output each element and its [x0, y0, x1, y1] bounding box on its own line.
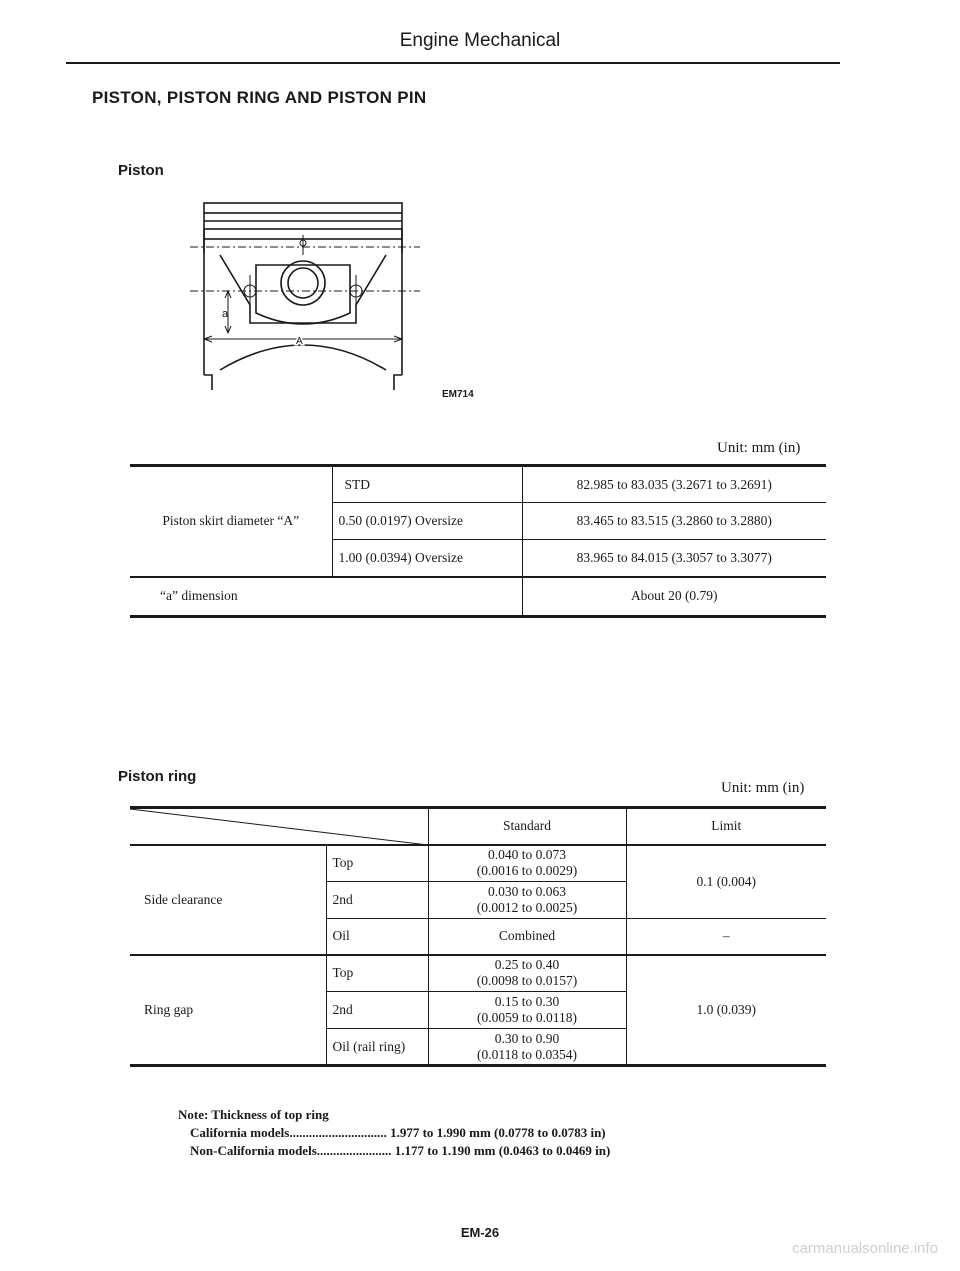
- sc-top-standard: 0.040 to 0.073 (0.0016 to 0.0029): [428, 845, 626, 882]
- piston-diagram: [190, 195, 420, 395]
- ring-table-wrap: [130, 806, 826, 1067]
- rg-top-standard: 0.25 to 0.40 (0.0098 to 0.0157): [428, 955, 626, 992]
- sc-oil-standard: Combined: [428, 919, 626, 955]
- header-rule: [66, 62, 840, 64]
- ring-subtitle: Piston ring: [118, 768, 197, 785]
- sc-limit: 0.1 (0.004): [626, 845, 826, 919]
- note-value: 1.977 to 1.990 mm (0.0778 to 0.0783 in): [390, 1125, 606, 1140]
- ring-unit: Unit: mm (in): [721, 780, 805, 796]
- header-blank-cell: [130, 808, 428, 845]
- note-label: Non-California models: [190, 1143, 317, 1158]
- figure-label-a: a: [222, 308, 229, 320]
- ring-gap-label: Ring gap: [144, 1001, 194, 1017]
- rg-oil-name: Oil (rail ring): [326, 1029, 428, 1066]
- page-header: Engine Mechanical: [399, 30, 561, 51]
- ring-spec-table: [130, 806, 826, 1067]
- rg-2nd-name: 2nd: [326, 992, 428, 1029]
- sc-oil-name: Oil: [326, 919, 428, 955]
- table-row: [130, 808, 826, 845]
- table-row: [130, 466, 826, 503]
- rg-2nd-standard: 0.15 to 0.30 (0.0059 to 0.0118): [428, 992, 626, 1029]
- size-oversize-050: 0.50 (0.0197) Oversize: [332, 503, 522, 540]
- rg-limit: 1.0 (0.039): [626, 955, 826, 1066]
- section-title: PISTON, PISTON RING AND PISTON PIN: [92, 88, 427, 107]
- note-line: [190, 1124, 750, 1141]
- note-value: 1.177 to 1.190 mm (0.0463 to 0.0469 in): [394, 1143, 611, 1158]
- sc-top-name: Top: [326, 845, 428, 882]
- note-line: [190, 1142, 750, 1159]
- watermark: carmanualsonline.info: [792, 1240, 938, 1257]
- size-oversize-100: 1.00 (0.0394) Oversize: [332, 540, 522, 577]
- value-oversize-100: 83.965 to 84.015 (3.3057 to 3.3077): [522, 540, 826, 577]
- a-dimension-value: About 20 (0.79): [522, 577, 826, 617]
- sc-2nd-name: 2nd: [326, 882, 428, 919]
- rg-top-name: Top: [326, 955, 428, 992]
- diagonal-divider: [130, 809, 428, 846]
- piston-spec-table: [130, 464, 826, 618]
- size-std: STD: [332, 466, 522, 503]
- side-clearance-label: Side clearance: [130, 845, 326, 955]
- note-title: Note: Thickness of top ring: [178, 1107, 329, 1122]
- piston-unit: Unit: mm (in): [717, 440, 801, 456]
- page-number: EM-26: [460, 1225, 500, 1240]
- piston-subtitle: Piston: [118, 162, 164, 179]
- table-row: [130, 955, 826, 992]
- rg-oil-standard: 0.30 to 0.90 (0.0118 to 0.0354): [428, 1029, 626, 1066]
- value-oversize-050: 83.465 to 83.515 (3.2860 to 3.2880): [522, 503, 826, 540]
- col-standard: Standard: [428, 808, 626, 845]
- note-dots: .......................: [316, 1143, 392, 1158]
- sc-2nd-standard: 0.030 to 0.063 (0.0012 to 0.0025): [428, 882, 626, 919]
- table-row: [130, 577, 826, 617]
- figure-label-A: A: [296, 336, 303, 347]
- piston-skirt-label: Piston skirt diameter “A”: [162, 513, 300, 529]
- sc-oil-limit: –: [626, 919, 826, 955]
- figure-caption: EM714: [442, 389, 474, 400]
- note-label: California models: [190, 1125, 290, 1140]
- a-dimension-label: “a” dimension: [160, 588, 238, 604]
- note-dots: ..............................: [289, 1125, 387, 1140]
- table-row: [130, 845, 826, 882]
- col-limit: Limit: [626, 808, 826, 845]
- value-std: 82.985 to 83.035 (3.2671 to 3.2691): [522, 466, 826, 503]
